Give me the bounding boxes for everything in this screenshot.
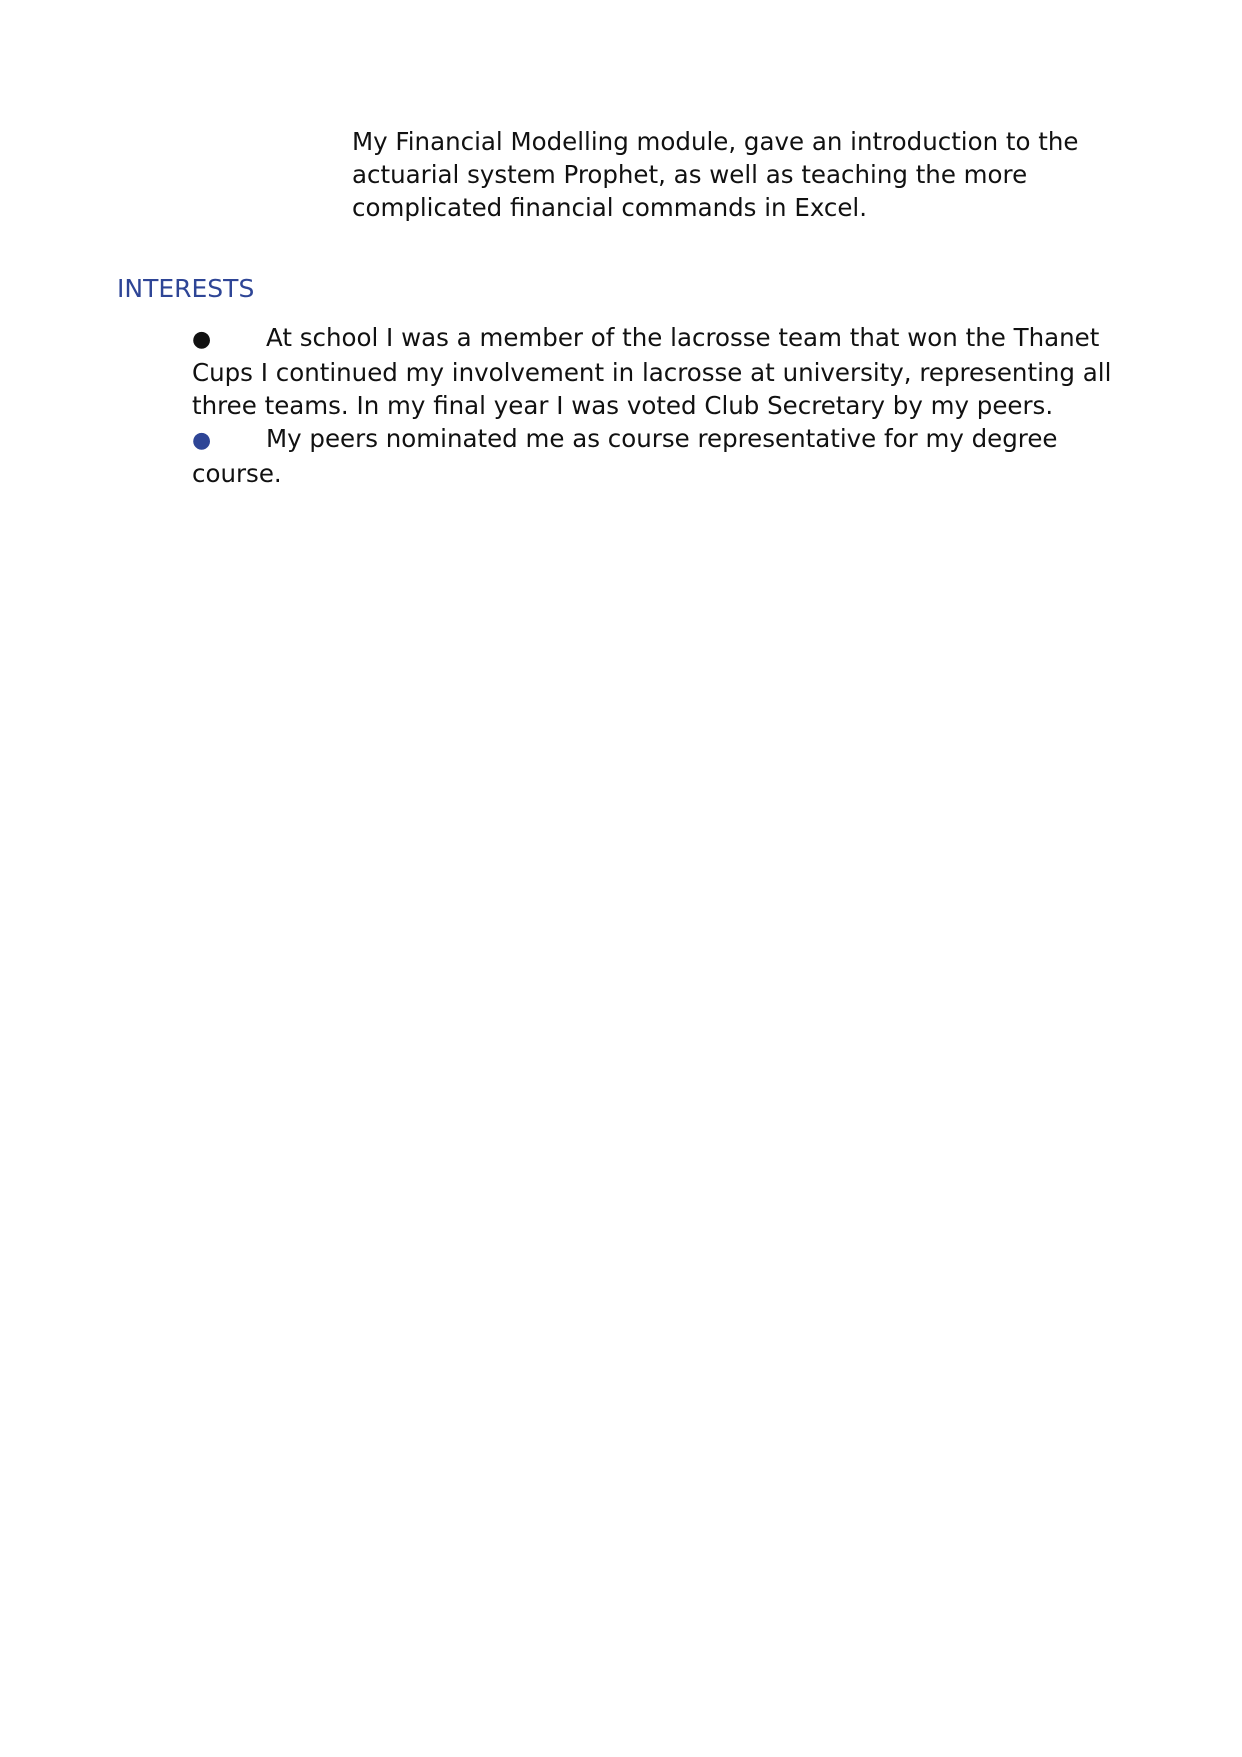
interest-item xyxy=(192,422,1132,490)
financial-modelling-paragraph: My Financial Modelling module, gave an introduction to the actuarial system Prophet, as well as teaching the more complicated financial commands in Excel. xyxy=(352,127,1079,222)
interests-heading: INTERESTS xyxy=(117,274,255,303)
interest-item xyxy=(192,321,1132,422)
bullet-icon: ● xyxy=(192,327,212,352)
interest-item-text: At school I was a member of the lacrosse team that won the Thanet Cups I continued my involvement in lacrosse at university, representing all three teams. In my final year I was voted Club Secretary by my peers. xyxy=(192,323,1112,420)
bullet-icon: ● xyxy=(192,428,212,453)
interests-list xyxy=(192,321,1132,490)
interest-item-text: My peers nominated me as course representative for my degree course. xyxy=(192,424,1058,488)
